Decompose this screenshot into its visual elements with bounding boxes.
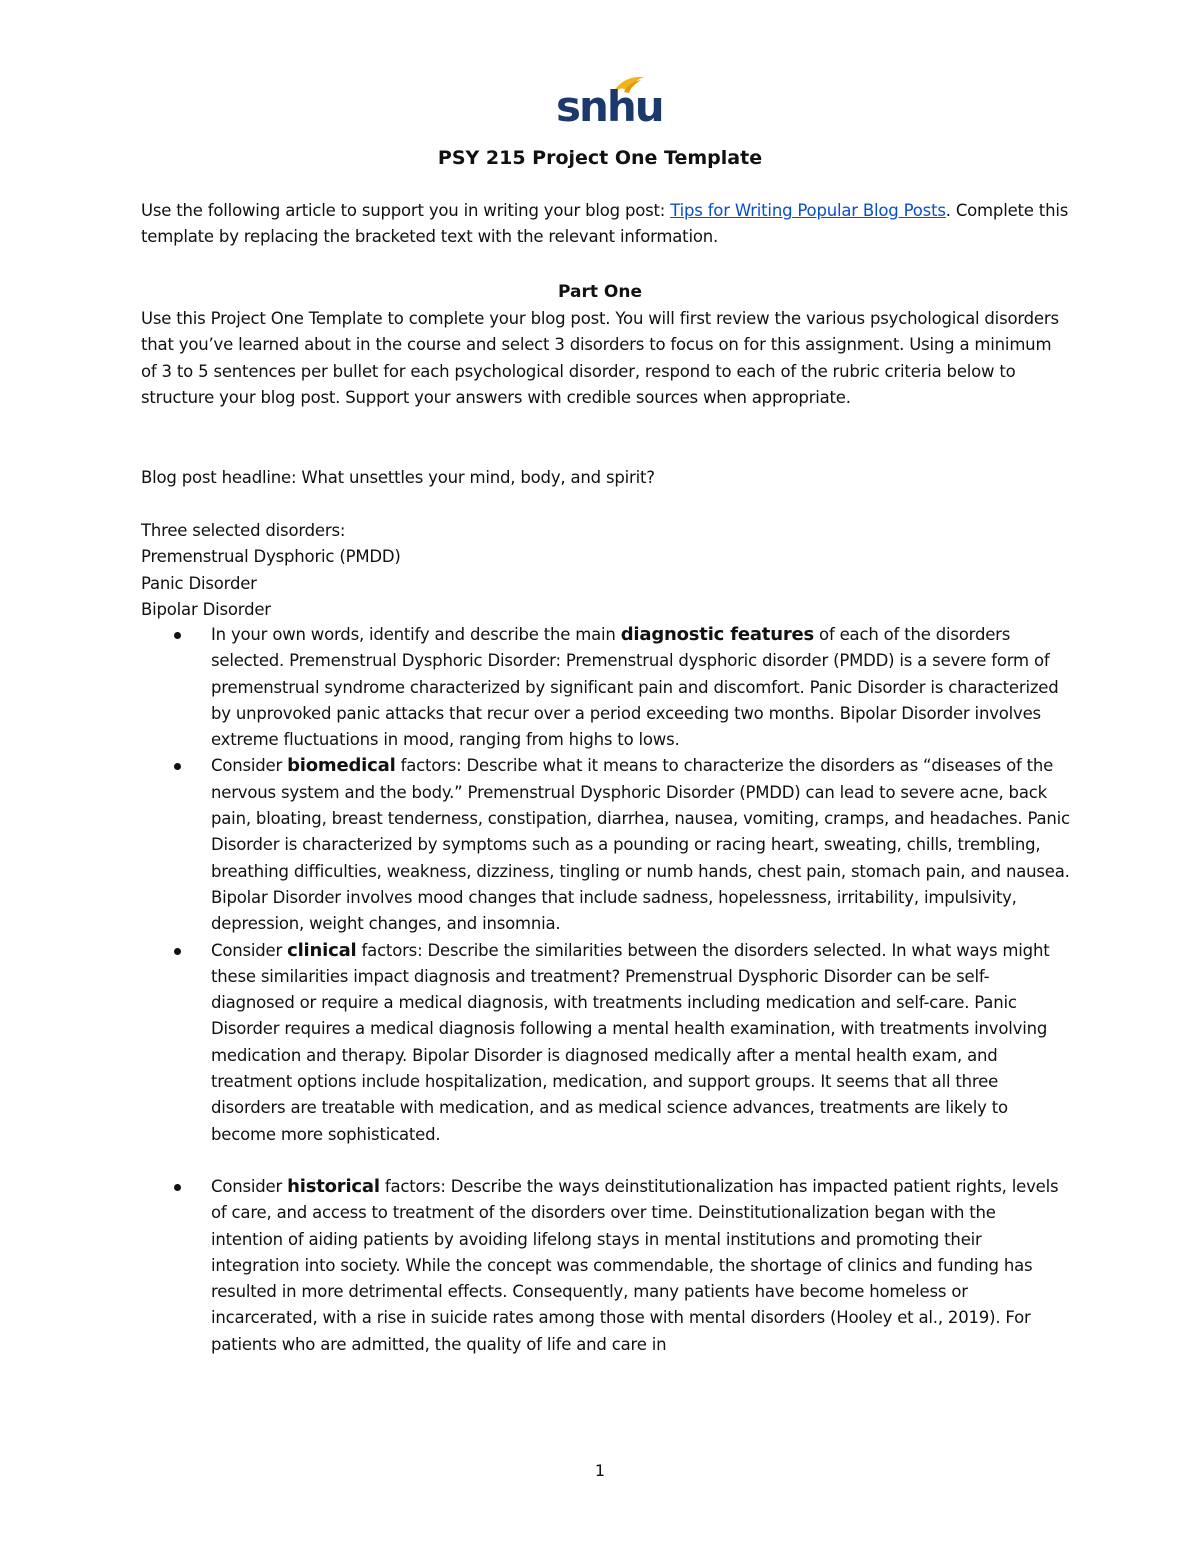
disorder-item: Premenstrual Dysphoric (PMDD) [141, 547, 401, 567]
blog-tips-link[interactable]: Tips for Writing Popular Blog Posts [670, 201, 946, 220]
disorder-item: Panic Disorder [141, 573, 257, 593]
disorder-item: Bipolar Disorder [141, 599, 271, 619]
logo-wordmark: snhu [556, 82, 663, 131]
bullet-text-after: factors: Describe what it means to characterize the disorders as “diseases of the nervous system and the body.” Premenstrual Dysphoric Disorder (PMDD) can lead to severe acne, back pain, bloating, breast tenderness, constipation, diarrhea, nausea, vomiting, cramps, and headaches. Panic Disorder is characterized by symptoms such as a pounding or racing heart, sweating, chills, trembling, breathing difficulties, weakness, dizziness, tingling or numb hands, chest pain, stomach pain, and nausea. Bipolar Disorder involves mood changes that include sadness, hopelessness, irritability, impulsivity, depression, weight changes, and insomnia. [211, 756, 1070, 934]
bullet-text-after: factors: Describe the similarities between the disorders selected. In what ways might these similarities impact diagnosis and treatment? Premenstrual Dysphoric Disorder can be self-diagnosed or require a medical diagnosis, with treatments including medication and self-care. Panic Disorder requires a medical diagnosis following a mental health examination, with treatments involving medication and therapy. Bipolar Disorder is diagnosed medically after a mental health exam, and treatment options include hospitalization, medication, and support groups. It seems that all three disorders are treatable with medication, and as medical science advances, treatments are likely to become more sophisticated. [211, 940, 1050, 1144]
bullet-text-before: In your own words, identify and describe the main [211, 625, 621, 644]
disorders-label: Three selected disorders: [141, 521, 346, 540]
page-title: PSY 215 Project One Template [437, 147, 763, 169]
bullet-icon [174, 948, 181, 955]
bullet-historical-factors [141, 1174, 1071, 1358]
bullet-emphasis: biomedical [287, 755, 396, 777]
page-number: 1 [594, 1461, 606, 1480]
blog-headline-line: Blog post headline: What unsettles your mind, body, and spirit? [141, 468, 655, 487]
bullet-text-before: Consider [211, 756, 288, 776]
bullet-text-before: Consider [211, 1176, 288, 1196]
bullet-text-after: of each of the disorders selected. Premenstrual Dysphoric Disorder: Premenstrual dysphoric disorder (PMDD) is a severe form of premenstrual syndrome characterized by significant pain and discomfort. Panic Disorder is characterized by unprovoked panic attacks that recur over a period exceeding two months. Bipolar Disorder involves extreme fluctuations in mood, ranging from highs to lows. [211, 625, 1059, 750]
bullet-icon [174, 632, 181, 639]
bullet-clinical-factors [141, 938, 1071, 1148]
intro-paragraph [141, 198, 1071, 251]
bullet-text-after: factors: Describe the ways deinstitutionalization has impacted patient rights, levels of care, and access to treatment of the disorders over time. Deinstitutionalization began with the intention of aiding patients by avoiding lifelong stays in mental institutions and promoting their integration into society. While the concept was commendable, the shortage of clinics and funding has resulted in more detrimental effects. Consequently, many patients have become homeless or incarcerated, with a rise in suicide rates among those with mental disorders (Hooley et al., 2019). For patients who are admitted, the quality of life and care in [211, 1176, 1059, 1354]
bullet-icon [174, 1184, 181, 1191]
part-one-paragraph: Use this Project One Template to complete your blog post. You will first review the various psychological disorders that you’ve learned about in the course and select 3 disorders to focus on for this assignment. Using a minimum of 3 to 5 sentences per bullet for each psychological disorder, respond to each of the rubric criteria below to structure your blog post. Support your answers with credible sources when appropriate. [141, 309, 1059, 407]
part-one-heading: Part One [558, 282, 642, 302]
intro-text-after-link: . Complete this template by replacing the bracketed text with the relevant information. [141, 201, 1069, 247]
bullet-icon [174, 763, 181, 770]
intro-text-before-link: Use the following article to support you in writing your blog post: [141, 201, 671, 220]
selected-disorders [141, 518, 1071, 623]
bullet-emphasis: diagnostic features [620, 624, 815, 645]
bullet-biomedical-factors [141, 753, 1071, 937]
rubric-bullet-list [141, 622, 1071, 1358]
bullet-diagnostic-features [141, 622, 1071, 753]
bullet-emphasis: clinical [287, 939, 357, 961]
snhu-logo [552, 74, 663, 134]
bullet-emphasis: historical [287, 1175, 380, 1197]
bullet-text-before: Consider [211, 940, 288, 960]
